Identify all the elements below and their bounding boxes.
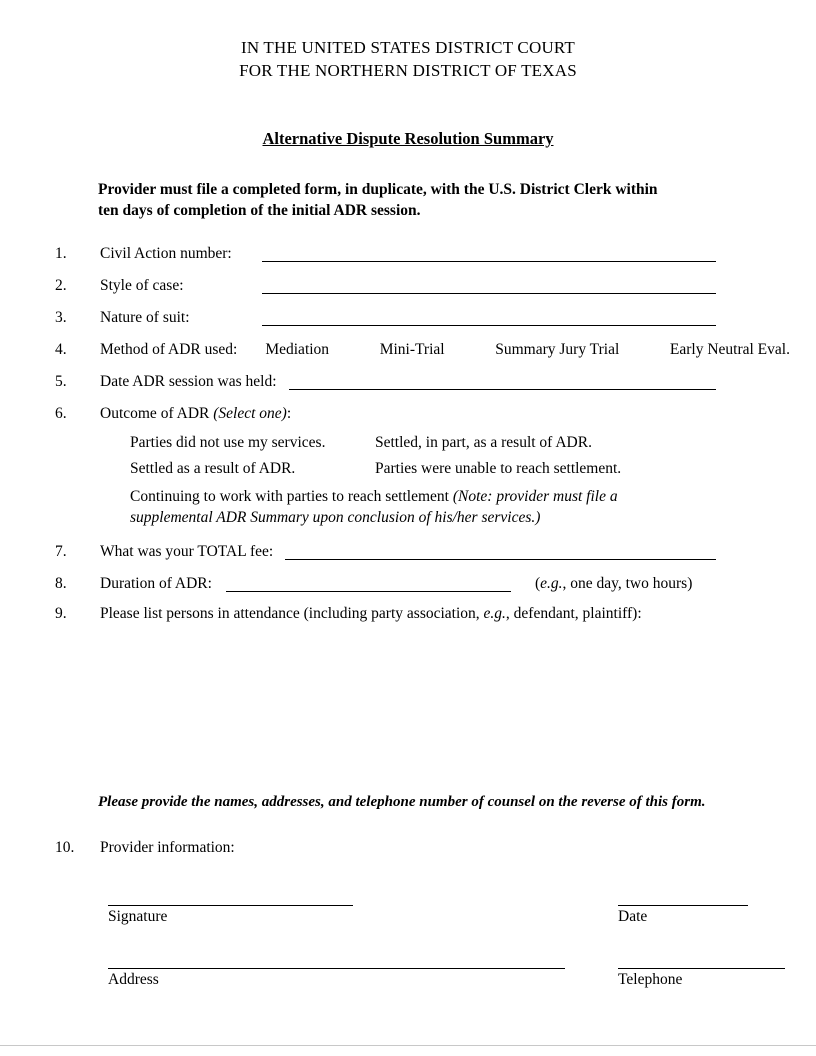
- item-label: Date ADR session was held:: [100, 373, 277, 390]
- attendance-write-in-area[interactable]: [0, 624, 816, 792]
- date-field: [618, 892, 748, 927]
- item-duration: [55, 573, 716, 594]
- item-number: 5.: [55, 373, 67, 390]
- item-label: Outcome of ADR (Select one):: [100, 405, 292, 422]
- date-label: Date: [618, 908, 648, 925]
- signature-label: Signature: [108, 908, 168, 925]
- address-telephone-row: [108, 955, 816, 990]
- address-field: [108, 955, 565, 990]
- item-label: Nature of suit:: [100, 309, 190, 326]
- court-header: [0, 36, 816, 82]
- telephone-label: Telephone: [618, 971, 683, 988]
- item-total-fee: [55, 541, 716, 562]
- duration-input[interactable]: [226, 573, 511, 592]
- civil-action-number-input[interactable]: [262, 243, 716, 262]
- option-continuing-to-work[interactable]: Continuing to work with parties to reach settlement (Note: provider must file a supplemental ADR Summary upon conclusion of his/her services.): [130, 488, 618, 526]
- telephone-input[interactable]: [618, 955, 785, 969]
- item-civil-action-number: [55, 243, 716, 264]
- item-number: 10.: [55, 839, 75, 856]
- item-label: Duration of ADR:: [100, 575, 212, 592]
- court-name-line2: FOR THE NORTHERN DISTRICT OF TEXAS: [239, 61, 577, 80]
- duration-hint: (e.g., one day, two hours): [534, 575, 693, 592]
- option-did-not-use-services[interactable]: Parties did not use my services.: [130, 434, 326, 451]
- item-method-of-adr: [55, 339, 790, 360]
- item-label: Provider information:: [100, 839, 235, 856]
- item-label: Civil Action number:: [100, 245, 232, 262]
- option-early-neutral-eval[interactable]: Early Neutral Eval.: [669, 341, 790, 358]
- nature-of-suit-input[interactable]: [262, 307, 716, 326]
- item-number: 8.: [55, 575, 67, 592]
- option-settled[interactable]: Settled as a result of ADR.: [130, 460, 296, 477]
- item-number: 7.: [55, 543, 67, 560]
- form-title: [0, 128, 816, 149]
- item-number: 4.: [55, 341, 67, 358]
- signature-input[interactable]: [108, 892, 353, 906]
- address-label: Address: [108, 971, 159, 988]
- address-input[interactable]: [108, 955, 565, 969]
- item-outcome-of-adr: [55, 403, 716, 424]
- option-settled-in-part[interactable]: Settled, in part, as a result of ADR.: [375, 434, 592, 451]
- page-bottom-edge: [0, 1045, 816, 1046]
- item-label: Method of ADR used:: [100, 341, 238, 358]
- item-date-adr-held: [55, 371, 716, 392]
- date-adr-held-input[interactable]: [289, 371, 716, 390]
- item-number: 6.: [55, 405, 67, 422]
- outcome-options: [130, 432, 716, 479]
- signature-date-row: [108, 892, 816, 927]
- item-number: 9.: [55, 605, 67, 622]
- style-of-case-input[interactable]: [262, 275, 716, 294]
- total-fee-input[interactable]: [285, 541, 716, 560]
- item-number: 2.: [55, 277, 67, 294]
- select-one-note: (Select one): [213, 405, 287, 422]
- option-unable-to-reach-settlement[interactable]: Parties were unable to reach settlement.: [375, 460, 622, 477]
- item-number: 1.: [55, 245, 67, 262]
- date-input[interactable]: [618, 892, 748, 906]
- option-summary-jury-trial[interactable]: Summary Jury Trial: [495, 341, 620, 358]
- item-nature-of-suit: [55, 307, 716, 328]
- supplemental-note: (Note: provider must file a supplemental ADR Summary upon conclusion of his/her services.): [130, 488, 618, 526]
- court-name-line1: IN THE UNITED STATES DISTRICT COURT: [240, 38, 576, 57]
- item-attendance: [55, 603, 776, 624]
- item-style-of-case: [55, 275, 716, 296]
- filing-instructions: Provider must file a completed form, in duplicate, with the U.S. District Clerk within ten days of completion of the initial ADR session.: [98, 181, 658, 219]
- item-label: Please list persons in attendance (including party association, e.g., defendant, plaintiff):: [100, 605, 642, 622]
- item-label: What was your TOTAL fee:: [100, 543, 274, 560]
- option-mediation[interactable]: Mediation: [265, 341, 330, 358]
- item-number: 3.: [55, 309, 67, 326]
- signature-field: [108, 892, 353, 927]
- telephone-field: [618, 955, 785, 990]
- form-title-text: Alternative Dispute Resolution Summary: [262, 129, 554, 148]
- method-options: [265, 339, 790, 360]
- option-mini-trial[interactable]: Mini-Trial: [379, 341, 445, 358]
- counsel-reverse-note: Please provide the names, addresses, and telephone number of counsel on the reverse of this form.: [98, 794, 706, 810]
- item-label: Style of case:: [100, 277, 184, 294]
- item-provider-information: [55, 837, 716, 858]
